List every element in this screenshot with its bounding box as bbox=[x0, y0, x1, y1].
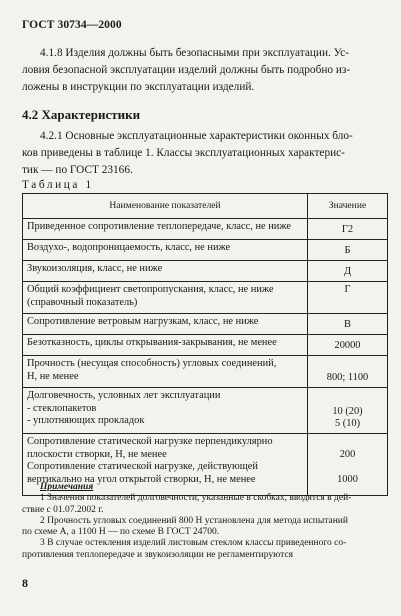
table-row bbox=[23, 240, 388, 261]
table-caption: Таблица 1 bbox=[22, 179, 94, 191]
paragraph-line: ловия безопасной эксплуатации изделий должны быть подробно из- bbox=[22, 63, 351, 76]
paragraph-line: 4.1.8 Изделия должны быть безопасными при эксплуатации. Ус- bbox=[40, 47, 350, 59]
row-name: Безотказность, циклы открывания-закрывания, не менее bbox=[23, 335, 308, 356]
column-header-value: Значение bbox=[308, 194, 388, 219]
row-name: Звукоизоляция, класс, не ниже bbox=[23, 261, 308, 282]
note-line: 1 Значения показателей долговечности, указанные в скобках, вводятся в дей- bbox=[40, 493, 352, 504]
table-header-row bbox=[23, 194, 388, 219]
document-header: ГОСТ 30734—2000 bbox=[22, 19, 122, 31]
note-line: 3 В случае остекления изделий листовым стеклом классы приведенного со- bbox=[40, 538, 347, 549]
table-row bbox=[23, 282, 388, 314]
table-row bbox=[23, 335, 388, 356]
paragraph-4-2-1 bbox=[22, 128, 388, 178]
row-value: 800; 1100 bbox=[308, 356, 388, 388]
note-line: по схеме А, а 1100 Н — по схеме В ГОСТ 24700. bbox=[22, 527, 220, 538]
row-value: Б bbox=[308, 240, 388, 261]
row-name: Долговечность, условных лет эксплуатации - стеклопакетов - уплотняющих прокладок bbox=[23, 388, 308, 434]
paragraph-line: ложены в инструкции по эксплуатации изделий. bbox=[22, 80, 255, 93]
row-value: В bbox=[308, 314, 388, 335]
table-row bbox=[23, 314, 388, 335]
section-heading: 4.2 Характеристики bbox=[22, 107, 141, 122]
paragraph-line: 4.2.1 Основные эксплуатационные характеристики оконных бло- bbox=[40, 130, 353, 142]
row-value: Г bbox=[308, 282, 388, 314]
column-header-name: Наименование показателей bbox=[23, 194, 308, 219]
table-row bbox=[23, 356, 388, 388]
table-row bbox=[23, 388, 388, 434]
row-value: Г2 bbox=[308, 219, 388, 240]
row-name: Сопротивление статической нагрузке перпендикулярно плоскости створки, Н, не менее Сопротивление статической нагрузке, действующей вертикально на угол открытой створки, Н, не менее bbox=[23, 434, 308, 496]
row-name: Приведенное сопротивление теплопередаче, класс, не ниже bbox=[23, 219, 308, 240]
note-line: противления теплопередаче и звукоизоляции не регламентируются bbox=[22, 549, 293, 560]
row-name: Сопротивление ветровым нагрузкам, класс, не ниже bbox=[23, 314, 308, 335]
row-name: Общий коэффициент светопропускания, класс, не ниже (справочный показатель) bbox=[23, 282, 308, 314]
page-number: 8 bbox=[22, 576, 28, 590]
row-name: Воздухо-, водопроницаемость, класс, не ниже bbox=[23, 240, 308, 261]
row-name: Прочность (несущая способность) угловых соединений, Н, не менее bbox=[23, 356, 308, 388]
note-line: 2 Прочность угловых соединений 800 Н установлена для метода испытаний bbox=[40, 515, 348, 526]
row-value: Д bbox=[308, 261, 388, 282]
notes-block bbox=[22, 482, 388, 561]
paragraph-4-1-8 bbox=[22, 45, 388, 95]
note-line: ствие с 01.07.2002 г. bbox=[22, 504, 104, 515]
table-row bbox=[23, 219, 388, 240]
characteristics-table bbox=[22, 193, 388, 496]
notes-title: Примечания bbox=[40, 482, 94, 492]
row-value: 10 (20) 5 (10) bbox=[308, 388, 388, 434]
paragraph-line: ков приведены в таблице 1. Классы эксплуатационных характерис- bbox=[22, 146, 345, 159]
table-row bbox=[23, 261, 388, 282]
paragraph-line: тик — по ГОСТ 23166. bbox=[22, 163, 133, 176]
row-value: 200 1000 bbox=[308, 434, 388, 496]
row-value: 20000 bbox=[308, 335, 388, 356]
